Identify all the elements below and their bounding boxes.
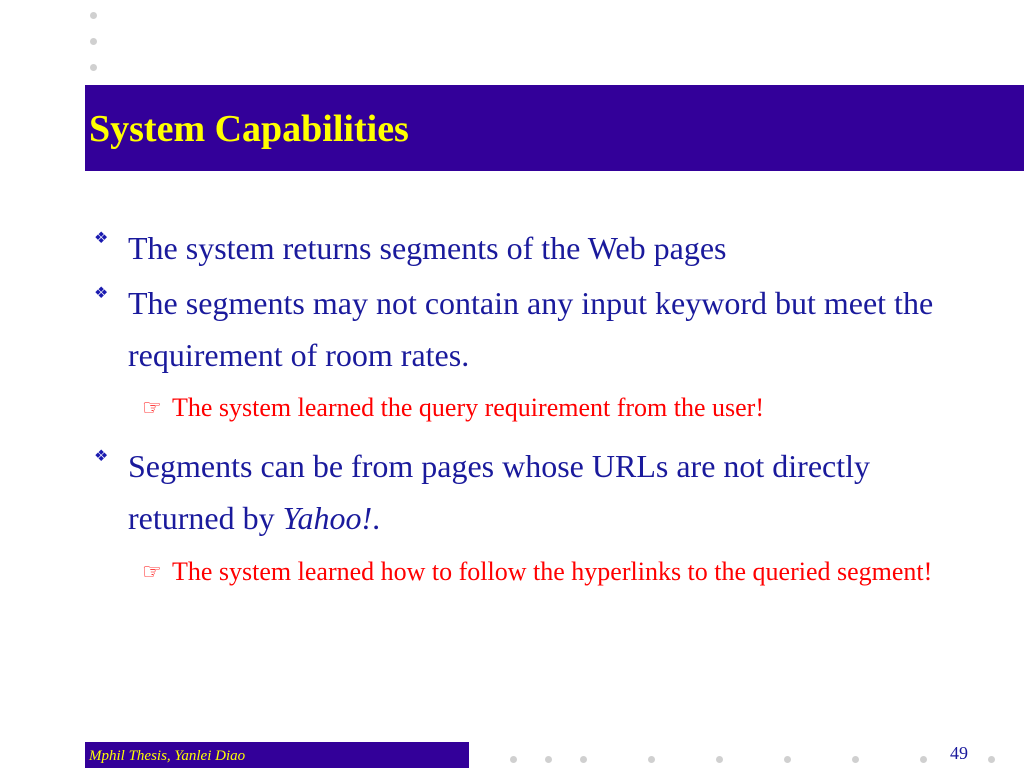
decor-dot <box>988 756 995 763</box>
sub-bullet-text: The system learned the query requirement from the user! <box>172 393 764 422</box>
pointing-hand-icon: ☞ <box>142 395 162 420</box>
pointing-hand-icon: ☞ <box>142 559 162 584</box>
bullet-text <box>128 440 948 544</box>
diamond-bullet-icon: ❖ <box>94 448 109 465</box>
decor-dot <box>920 756 927 763</box>
title-bar <box>85 85 1024 171</box>
bullet-text-part: . <box>372 500 381 536</box>
decor-dot <box>90 64 97 71</box>
footer-bar <box>85 742 469 768</box>
decor-dot <box>90 12 97 19</box>
bullet-text-part: Segments can be from pages whose URLs are not directly returned by <box>128 448 871 536</box>
bullet-text: The segments may not contain any input keyword but meet the requirement of room rates. <box>128 285 934 373</box>
decor-dot <box>784 756 791 763</box>
bullet-text: The system returns segments of the Web pages <box>128 230 727 266</box>
page-number: 49 <box>950 743 968 763</box>
yahoo-name: Yahoo! <box>282 500 373 536</box>
decor-dot <box>716 756 723 763</box>
decor-dot <box>545 756 552 763</box>
diamond-bullet-icon: ❖ <box>94 285 109 302</box>
diamond-bullet-icon: ❖ <box>94 230 109 247</box>
sub-bullet-text: The system learned how to follow the hyperlinks to the queried segment! <box>172 557 933 586</box>
decor-dot <box>852 756 859 763</box>
decor-dot <box>510 756 517 763</box>
decor-dot <box>580 756 587 763</box>
decor-dot <box>90 38 97 45</box>
slide-title: System Capabilities <box>89 108 409 150</box>
footer-label: Mphil Thesis, Yanlei Diao <box>89 748 246 764</box>
decor-dot <box>648 756 655 763</box>
